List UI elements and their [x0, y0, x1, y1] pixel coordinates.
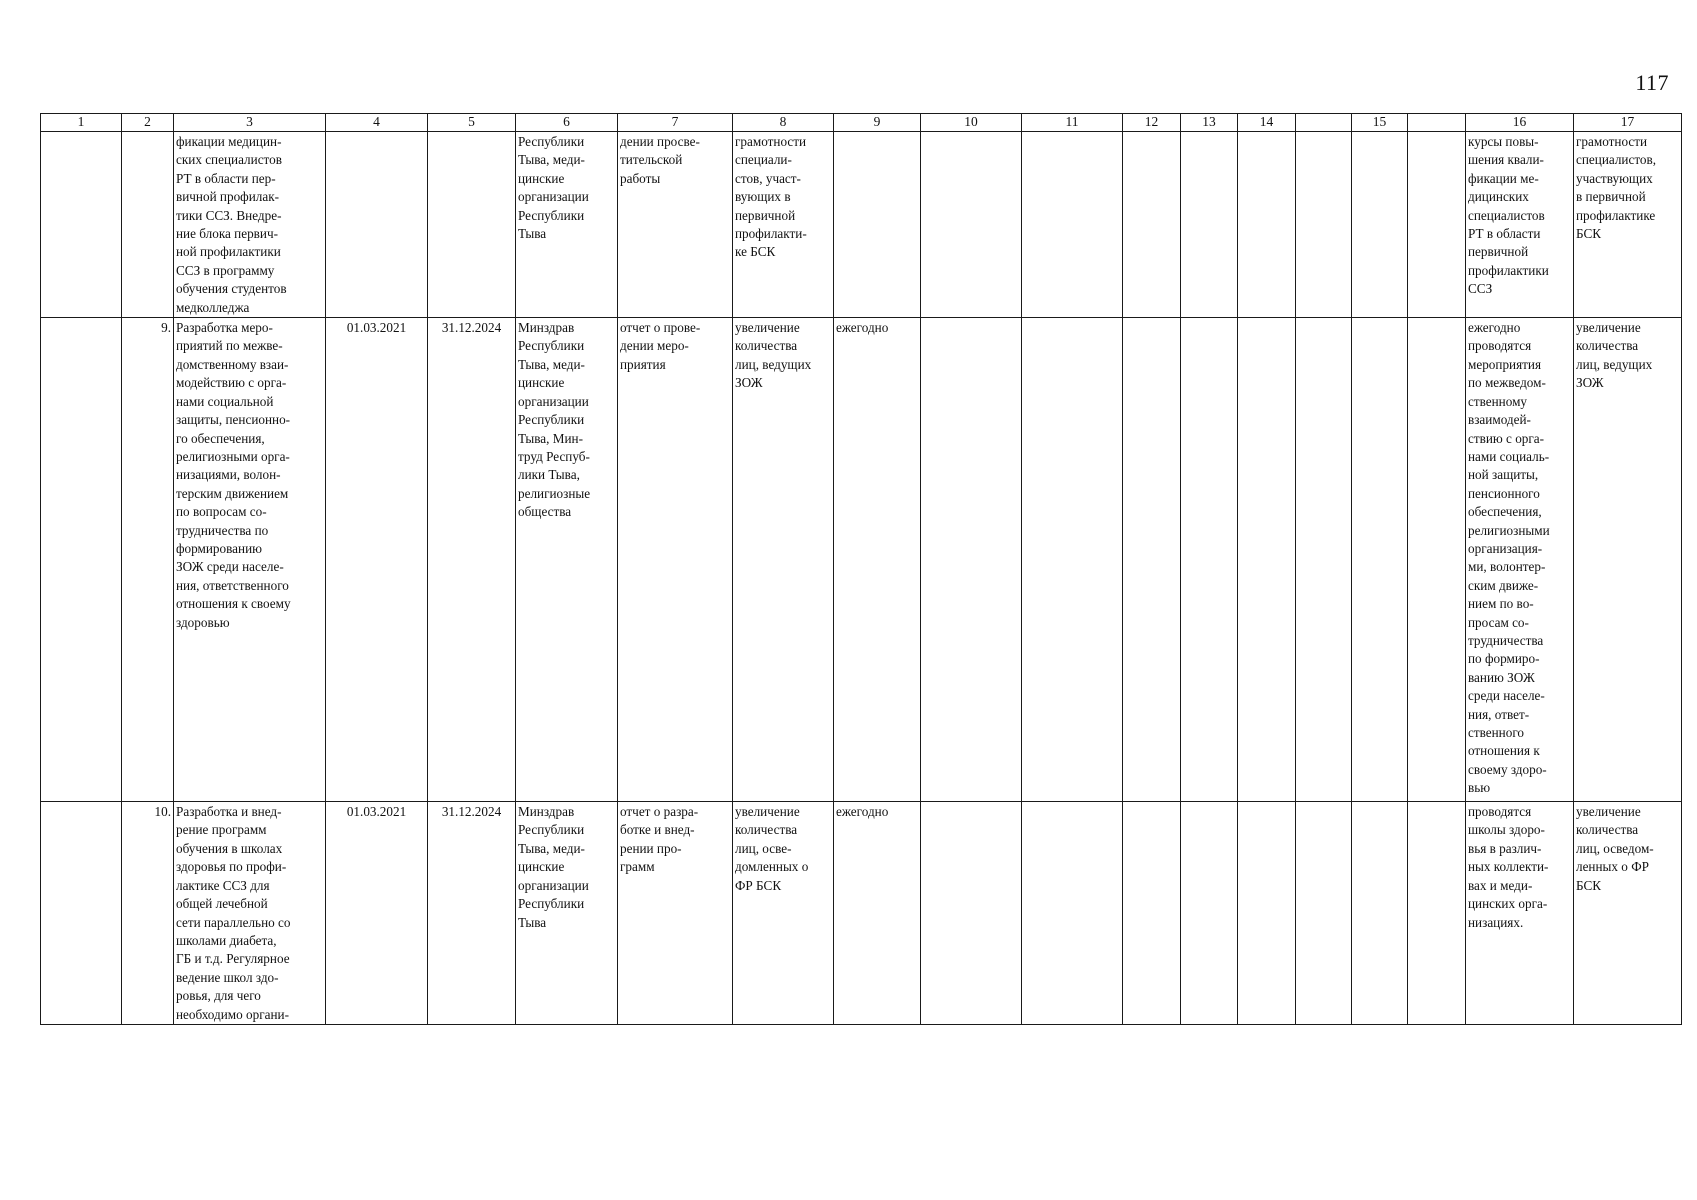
table-row	[41, 318, 1682, 802]
empty-cell	[1022, 132, 1123, 318]
column-header: 15	[1352, 114, 1408, 132]
empty-cell	[1296, 802, 1352, 1025]
column-header: 4	[326, 114, 428, 132]
column-header: 6	[516, 114, 618, 132]
empty-cell	[1352, 802, 1408, 1025]
empty-cell	[1123, 132, 1181, 318]
expected-result: увеличение количества лиц, ведущих ЗОЖ	[733, 318, 834, 802]
column-header: 10	[921, 114, 1022, 132]
empty-cell	[1408, 802, 1466, 1025]
control-form: дении просве- тительской работы	[618, 132, 733, 318]
implementation-note: проводятся школы здоро- вья в различ- ных коллекти- вах и меди- цинских орга- низациях.	[1466, 802, 1574, 1025]
column-header: 5	[428, 114, 516, 132]
column-header: 14	[1238, 114, 1296, 132]
table-row	[41, 132, 1682, 318]
empty-cell	[1123, 318, 1181, 802]
expected-result: увеличение количества лиц, осве- домленных о ФР БСК	[733, 802, 834, 1025]
end-date: 31.12.2024	[428, 318, 516, 802]
column-header: 2	[122, 114, 174, 132]
column-header: 7	[618, 114, 733, 132]
executors: Минздрав Республики Тыва, меди- цинские организации Республики Тыва	[516, 802, 618, 1025]
empty-cell	[1181, 132, 1238, 318]
row-number	[122, 132, 174, 318]
empty-cell	[1238, 132, 1296, 318]
empty-cell	[1296, 318, 1352, 802]
empty-cell	[1022, 802, 1123, 1025]
end-date: 31.12.2024	[428, 802, 516, 1025]
column-header: 12	[1123, 114, 1181, 132]
end-date	[428, 132, 516, 318]
periodicity	[834, 132, 921, 318]
outcome-indicator: увеличение количества лиц, осведом- ленных о ФР БСК	[1574, 802, 1682, 1025]
empty-cell	[1181, 318, 1238, 802]
column-header	[1296, 114, 1352, 132]
empty-cell	[41, 802, 122, 1025]
empty-cell	[1181, 802, 1238, 1025]
row-number: 9.	[122, 318, 174, 802]
start-date: 01.03.2021	[326, 318, 428, 802]
page-number: 117	[1635, 70, 1669, 95]
empty-cell	[1408, 318, 1466, 802]
column-header: 13	[1181, 114, 1238, 132]
empty-cell	[1123, 802, 1181, 1025]
outcome-indicator: грамотности специалистов, участвующих в первичной профилактике БСК	[1574, 132, 1682, 318]
empty-cell	[921, 132, 1022, 318]
empty-cell	[1238, 802, 1296, 1025]
periodicity: ежегодно	[834, 802, 921, 1025]
empty-cell	[1238, 318, 1296, 802]
row-number: 10.	[122, 802, 174, 1025]
column-header: 3	[174, 114, 326, 132]
implementation-note: ежегодно проводятся мероприятия по межведом- ственному взаимодей- ствию с орга- нами социаль- ной защиты, пенсионного обеспечения, религиозными организация- ми, волонтер- ским движе- нием по во- просам со- трудничества по формиро- ванию ЗОЖ среди населе- ния, ответ- ственного отношения к своему здоро- вью	[1466, 318, 1574, 802]
column-header: 8	[733, 114, 834, 132]
empty-cell	[1352, 132, 1408, 318]
column-header: 11	[1022, 114, 1123, 132]
plan-table	[40, 113, 1682, 1025]
empty-cell	[1408, 132, 1466, 318]
control-form: отчет о разра- ботке и внед- рении про- грамм	[618, 802, 733, 1025]
column-header: 17	[1574, 114, 1682, 132]
empty-cell	[1022, 318, 1123, 802]
empty-cell	[1352, 318, 1408, 802]
activity-description: Разработка меро- приятий по межве- домственному взаи- модействию с орга- нами социальной защиты, пенсионно- го обеспечения, религиозными орга- низациями, волон- терским движением по вопросам со- трудничества по формированию ЗОЖ среди населе- ния, ответственного отношения к своему здоровью	[174, 318, 326, 802]
column-header: 1	[41, 114, 122, 132]
column-number-row	[41, 114, 1682, 132]
empty-cell	[41, 318, 122, 802]
activity-description: Разработка и внед- рение программ обучения в школах здоровья по профи- лактике ССЗ для общей лечебной сети параллельно со школами диабета, ГБ и т.д. Регулярное ведение школ здо- ровья, для чего необходимо органи-	[174, 802, 326, 1025]
implementation-note: курсы повы- шения квали- фикации ме- дицинских специалистов РТ в области первичной профилактики ССЗ	[1466, 132, 1574, 318]
activity-description: фикации медицин- ских специалистов РТ в области пер- вичной профилак- тики ССЗ. Внедре- ние блока первич- ной профилактики ССЗ в программу обучения студентов медколледжа	[174, 132, 326, 318]
column-header	[1408, 114, 1466, 132]
table-row	[41, 802, 1682, 1025]
control-form: отчет о прове- дении меро- приятия	[618, 318, 733, 802]
executors: Минздрав Республики Тыва, меди- цинские организации Республики Тыва, Мин- труд Респуб- лики Тыва, религиозные общества	[516, 318, 618, 802]
start-date: 01.03.2021	[326, 802, 428, 1025]
column-header: 16	[1466, 114, 1574, 132]
empty-cell	[921, 318, 1022, 802]
periodicity: ежегодно	[834, 318, 921, 802]
outcome-indicator: увеличение количества лиц, ведущих ЗОЖ	[1574, 318, 1682, 802]
empty-cell	[41, 132, 122, 318]
start-date	[326, 132, 428, 318]
empty-cell	[1296, 132, 1352, 318]
empty-cell	[921, 802, 1022, 1025]
column-header: 9	[834, 114, 921, 132]
executors: Республики Тыва, меди- цинские организации Республики Тыва	[516, 132, 618, 318]
expected-result: грамотности специали- стов, участ- вующих в первичной профилакти- ке БСК	[733, 132, 834, 318]
